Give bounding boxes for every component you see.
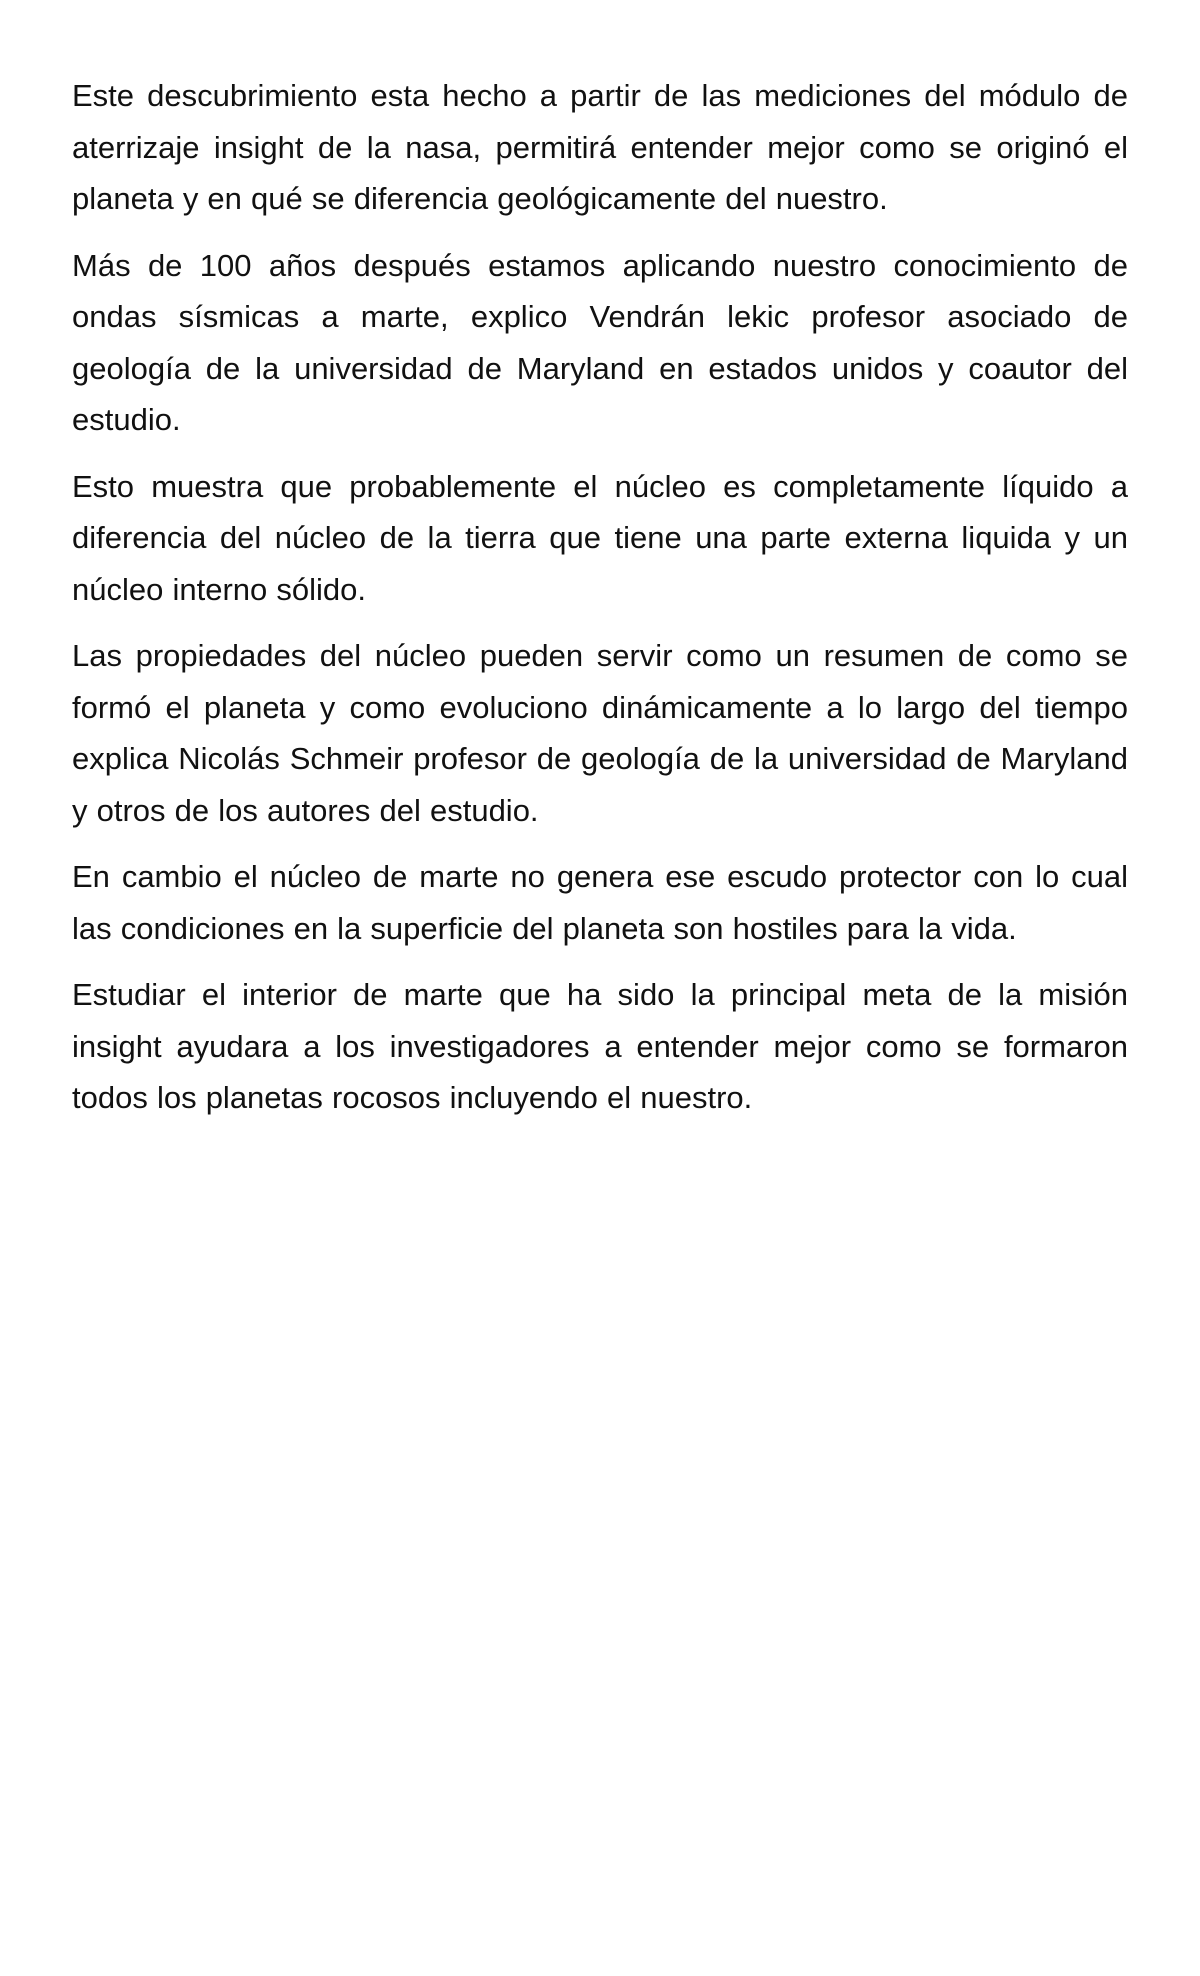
paragraph-3: Esto muestra que probablemente el núcleo es completamente líquido a diferencia del núcleo de la tierra que tiene una parte externa liquida y un núcleo interno sólido. [72, 468, 1128, 607]
paragraph-1: Este descubrimiento esta hecho a partir de las mediciones del módulo de aterrizaje insight de la nasa, permitirá entender mejor como se originó el planeta y en qué se diferencia geológicamente del nuestro. [72, 78, 1128, 216]
paragraph-6: Estudiar el interior de marte que ha sido la principal meta de la misión insight ayudara a los investigadores a entender mejor como se formaron todos los planetas rocosos incluyendo el nuestro. [72, 977, 1128, 1115]
paragraph-4: Las propiedades del núcleo pueden servir como un resumen de como se formó el planeta y como evoluciono dinámicamente a lo largo del tiempo explica Nicolás Schmeir profesor de geología de la universidad de Maryland y otros de los autores del estudio. [72, 638, 1128, 828]
paragraph-5: En cambio el núcleo de marte no genera ese escudo protector con lo cual las condiciones en la superficie del planeta son hostiles para la vida. [72, 859, 1128, 946]
paragraph-2: Más de 100 años después estamos aplicando nuestro conocimiento de ondas sísmicas a marte, explico Vendrán lekic profesor asociado de geología de la universidad de Maryland en estados unidos y coautor del estudio. [72, 247, 1128, 437]
document-page [72, 70, 1128, 1124]
